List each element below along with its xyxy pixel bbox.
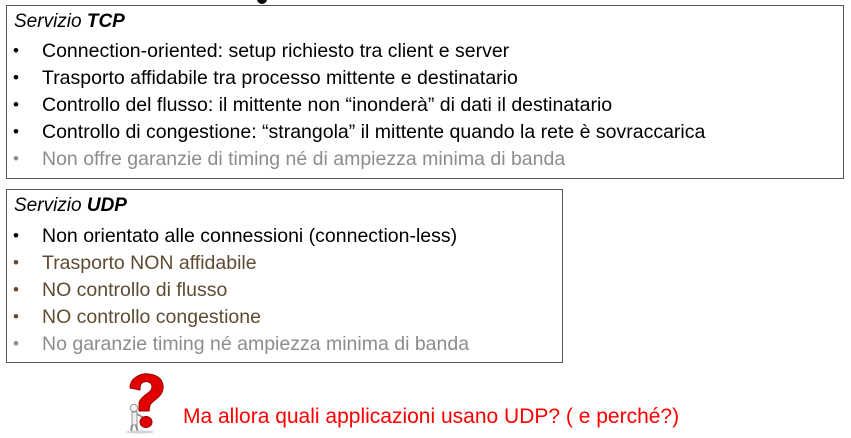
bullet: • — [13, 253, 19, 272]
bullet: • — [13, 226, 19, 245]
cropped-heading-fragment — [255, 0, 273, 4]
question-mark-figure-icon — [122, 372, 168, 434]
bullet: • — [13, 307, 19, 326]
udp-box-title: Servizio UDP — [14, 195, 127, 216]
closing-question: Ma allora quali applicazioni usano UDP? ( e perché?) — [183, 405, 680, 428]
tcp-service-box: Servizio TCP • Connection-oriented: setup richiesto tra client e server • Trasporto affidabile tra processo mittente e destinatario • Controllo del flusso: il mittente non “inonderà” di dati il destinatario • Controllo di congestione: “strangola” il mittente quando la rete è sovraccarica • Non offre garanzie di timing né di ampiezza minima di banda — [6, 5, 844, 179]
bullet: • — [13, 95, 19, 114]
bullet: • — [13, 280, 19, 299]
bullet: • — [13, 334, 19, 353]
tcp-box-title: Servizio TCP — [14, 11, 125, 32]
bullet: • — [13, 41, 19, 60]
udp-service-box: Servizio UDP • Non orientato alle connessioni (connection-less) • Trasporto NON affidabile • NO controllo di flusso • NO controllo congestione • No garanzie timing né ampiezza minima di banda — [6, 189, 563, 363]
bullet: • — [13, 68, 19, 87]
bullet: • — [13, 149, 19, 168]
bullet: • — [13, 122, 19, 141]
